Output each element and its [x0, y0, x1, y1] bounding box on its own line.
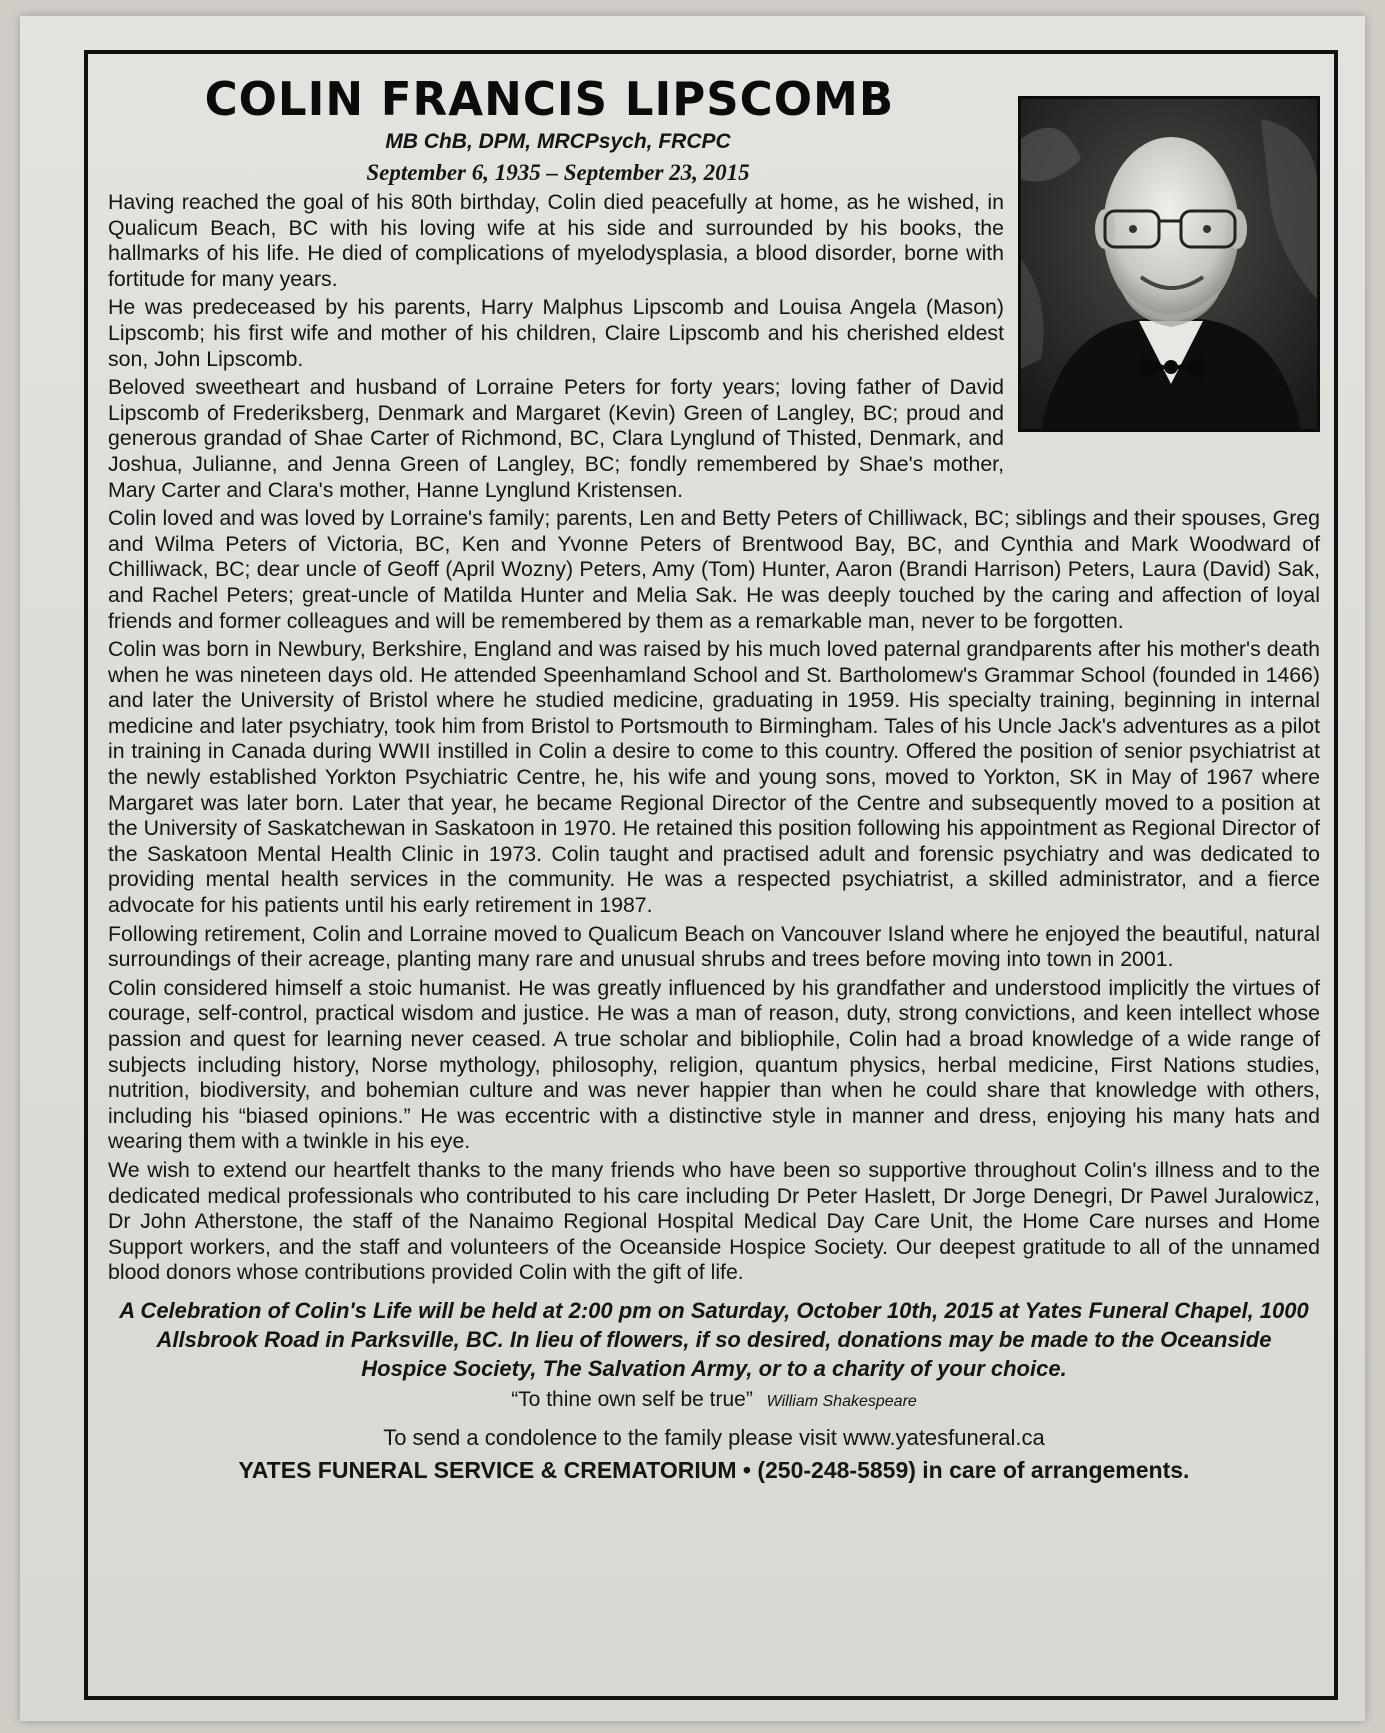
paragraph-extended-family: Colin loved and was loved by Lorraine's family; parents, Len and Betty Peters of Chilliwack, BC; siblings and their spouses, Greg and Wilma Peters of Victoria, BC, Ken and Yvonne Peters of Brentwood Bay, BC, and Cynthia and Mark Woodward of Chilliwack, BC; dear uncle of Geoff (April Wozny) Peters, Amy (Tom) Hunter, Aaron (Brandi Harrison) Peters, Laura (David) Sak, and Rachel Peters; great-uncle of Matilda Hunter and Melia Sak. He was deeply touched by the caring and affection of loyal friends and former colleagues and will be remembered by them as a remarkable man, never to be forgotten. [108, 506, 1320, 633]
paragraph-character: Colin considered himself a stoic humanist. He was greatly influenced by his grandfather and understood implicitly the virtues of courage, self-control, practical wisdom and justice. He was a man of reason, duty, strong convictions, and keen intellect whose passion and quest for learning never ceased. A true scholar and bibliophile, Colin had a broad knowledge of a wide range of subjects including history, Norse mythology, philosophy, religion, quantum physics, herbal medicine, First Nations studies, nutrition, biodiversity, and bohemian culture and was never happier than when he could share that knowledge with others, including his “biased opinions.” He was eccentric with a distinctive style in manner and dress, enjoying his many hats and wearing them with a twinkle in his eye. [108, 975, 1320, 1154]
credentials: MB ChB, DPM, MRCPsych, FRCPC [385, 130, 731, 153]
quote-text: “To thine own self be true” [511, 1387, 753, 1411]
paragraph-family: Beloved sweetheart and husband of Lorraine Peters for forty years; loving father of David Lipscomb of Frederiksberg, Denmark and Margaret (Kevin) Green of Langley, BC; proud and generous grandad of Shae Carter of Richmond, BC, Clara Lynglund of Thisted, Denmark, and Joshua, Julianne, and Jenna Green of Langley, BC; fondly remembered by Shae's mother, Mary Carter and Clara's mother, Hanne Lynglund Kristensen. [108, 375, 1004, 502]
quote-line [108, 1387, 1320, 1415]
paragraph-thanks: We wish to extend our heartfelt thanks to the many friends who have been so supportive throughout Colin's illness and to the dedicated medical professionals who contributed to his care including Dr Peter Haslett, Dr Jorge Denegri, Dr Pawel Juralowicz, Dr John Atherstone, the staff of the Nanaimo Regional Hospital Medical Day Care Unit, the Home Care nurses and Home Support workers, and the staff and volunteers of the Oceanside Hospice Society. Our deepest gratitude to all of the unnamed blood donors whose contributions provided Colin with the gift of life. [108, 1157, 1320, 1285]
paragraph-career: Colin was born in Newbury, Berkshire, England and was raised by his much loved paternal grandparents after his mother's death when he was nineteen days old. He attended Speenhamland School and St. Bartholomew's Grammar School (founded in 1466) and later the University of Bristol where he studied medicine, graduating in 1959. His specialty training, beginning in internal medicine and later psychiatry, took him from Bristol to Portsmouth to Birmingham. Tales of his Uncle Jack's adventures as a pilot in training in Canada during WWII instilled in Colin a desire to come to this country. Offered the position of senior psychiatrist at the newly established Yorkton Psychiatric Centre, he, his wife and young sons, moved to Yorkton, SK in May of 1967 where Margaret was later born. Later that year, he became Regional Director of the Centre and subsequently moved to a position at the University of Saskatchewan in Saskatoon in 1970. He retained this position following his appointment as Regional Director of the Saskatoon Mental Health Clinic in 1973. Colin taught and practised adult and forensic psychiatry and was dedicated to providing mental health services in the community. He was a respected psychiatrist, a skilled administrator, and a fierce advocate for his patients until his early retirement in 1987. [108, 637, 1320, 918]
obituary-content [108, 68, 1320, 1686]
condolence-line: To send a condolence to the family please visit www.yatesfuneral.ca [383, 1424, 1045, 1450]
obituary-box [84, 50, 1338, 1700]
funeral-home-line: YATES FUNERAL SERVICE & CREMATORIUM • (250-248-5859) in care of arrangements. [238, 1457, 1190, 1484]
celebration-notice: A Celebration of Colin's Life will be held at 2:00 pm on Saturday, October 10th, 2015 at Yates Funeral Chapel, 1000 Allsbrook Road in Parksville, BC. In lieu of flowers, if so desired, donations may be made to the Oceanside Hospice Society, The Salvation Army, or to a charity of your choice. [119, 1297, 1309, 1381]
paragraph-passing: Having reached the goal of his 80th birthday, Colin died peacefully at home, as he wished, in Qualicum Beach, BC with his loving wife at his side and surrounded by his books, the hallmarks of his life. He died of complications of myelodysplasia, a blood disorder, borne with fortitude for many years. [108, 190, 1004, 291]
life-dates: September 6, 1935 – September 23, 2015 [366, 160, 750, 185]
deceased-name: COLIN FRANCIS LIPSCOMB [204, 72, 895, 126]
quote-author: William Shakespeare [766, 1392, 917, 1410]
obituary-body [108, 190, 1320, 1484]
paragraph-retirement: Following retirement, Colin and Lorraine moved to Qualicum Beach on Vancouver Island where he enjoyed the beautiful, natural surroundings of their acreage, planting many rare and unusual shrubs and trees before moving into town in 2001. [108, 921, 1320, 972]
newspaper-page [20, 16, 1365, 1721]
paragraph-predeceased: He was predeceased by his parents, Harry Malphus Lipscomb and Louisa Angela (Mason) Lipscomb; his first wife and mother of his children, Claire Lipscomb and his cherished eldest son, John Lipscomb. [108, 295, 1004, 371]
